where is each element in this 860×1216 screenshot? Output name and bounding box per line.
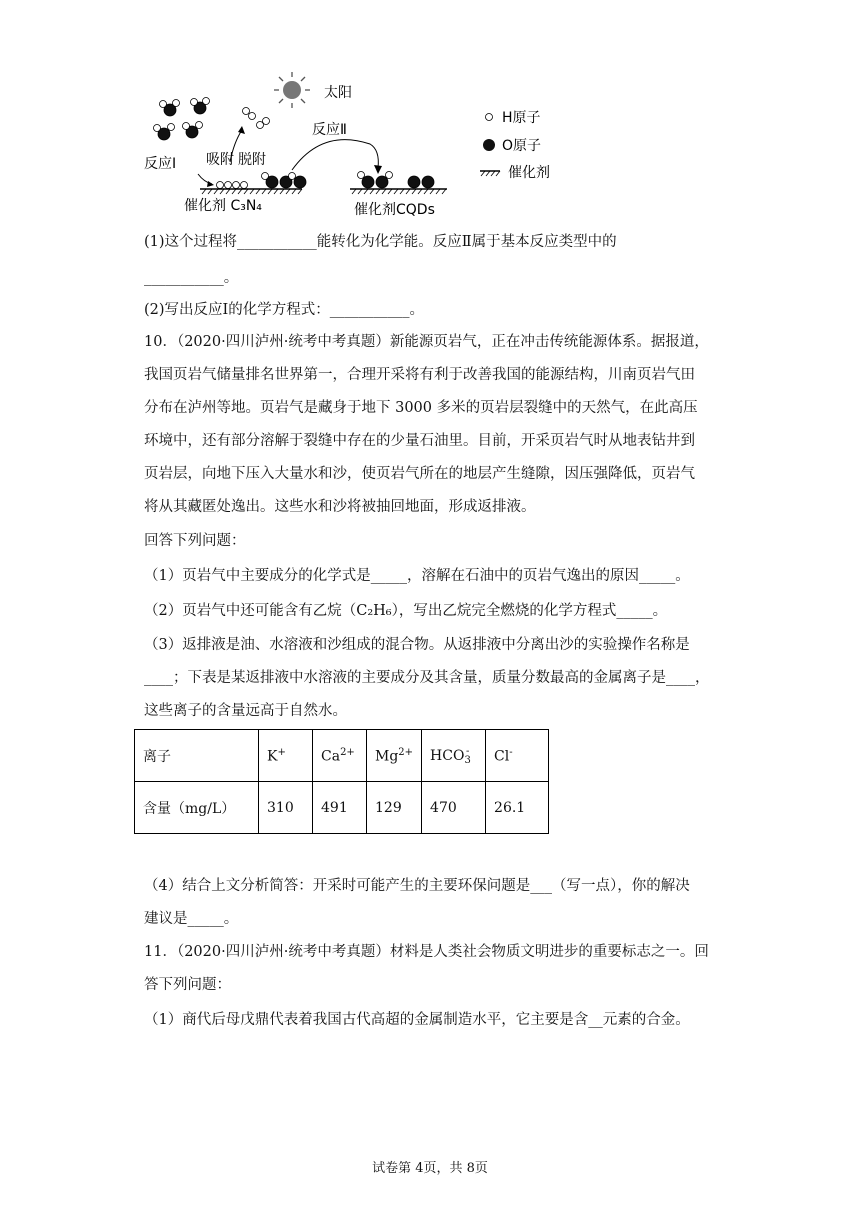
table-cell: HCO - 3 [422, 730, 486, 782]
table-cell: 129 [367, 782, 422, 834]
page-footer: 试卷第 4页，共 8页 [372, 1161, 488, 1176]
problem-10-line-4: 环境中，还有部分溶解于裂缝中存在的少量石油里。目前，开采页岩气时从地表钻井到 [144, 433, 695, 449]
legend-h-label: H原子 [502, 110, 541, 126]
catalyst-symbol-icon [480, 171, 500, 176]
subquestion-4-line-2: 建议是_____。 [144, 911, 239, 927]
question-2: (2)写出反应I的化学方程式：___________。 [144, 302, 425, 318]
problem-11-subquestion-1: （1）商代后母戊鼎代表着我国古代高超的金属制造水平，它主要是含__元素的合金。 [144, 1012, 690, 1028]
water-molecules-icon [154, 98, 210, 141]
problem-10-line-6: 将从其藏匿处逸出。这些水和沙将被抽回地面，形成返排液。 [144, 499, 536, 515]
h-atom-icon [486, 114, 493, 121]
reaction1-label: 反应Ⅰ [144, 156, 177, 172]
table-row [135, 730, 549, 782]
table-row-label: 含量（mg/L） [135, 782, 259, 834]
table-cell: Cl- [486, 730, 549, 782]
subquestion-3-line-3: 这些离子的含量远高于自然水。 [144, 703, 347, 719]
question-1-line-2: ___________。 [144, 270, 239, 286]
table-row [135, 782, 549, 834]
sun-label: 太阳 [324, 85, 352, 101]
table-cell: $Ca^{2+}$ [313, 730, 367, 782]
o-atom-icon [483, 139, 495, 151]
table-cell: 491 [313, 782, 367, 834]
desorb-label: 脱附 [238, 152, 266, 168]
table-cell: $Mg^{2+}$ [367, 730, 422, 782]
problem-11-line-2: 答下列问题： [144, 977, 231, 993]
problem-11-line-1: 11．（2020·四川泸州·统考中考真题）材料是人类社会物质文明进步的重要标志之一。回 [144, 944, 709, 960]
reaction2-label: 反应Ⅱ [312, 122, 347, 138]
problem-10-line-1: 10．（2020·四川泸州·统考中考真题）新能源页岩气，正在冲击传统能源体系。据报道， [144, 334, 709, 350]
adsorb-label: 吸附 [206, 152, 234, 168]
table-cell: 310 [259, 782, 313, 834]
table-row-label: 离子 [135, 730, 259, 782]
table-cell: 470 [422, 782, 486, 834]
question-1-line-1: (1)这个过程将___________能转化为化学能。反应Ⅱ属于基本反应类型中的 [144, 234, 617, 250]
subquestion-2: （2）页岩气中还可能含有乙烷（C₂H₆），写出乙烷完全燃烧的化学方程式_____。 [144, 603, 668, 619]
catalyst2-label: 催化剂CQDs [354, 202, 435, 218]
problem-10-line-2: 我国页岩气储量排名世界第一，合理开采将有利于改善我国的能源结构，川南页岩气田 [144, 367, 695, 383]
subquestion-4-line-1: （4）结合上文分析简答：开采时可能产生的主要环保问题是___（写一点），你的解决 [144, 878, 690, 894]
hydrogen-molecules-icon [243, 108, 270, 129]
reaction2-arrow-icon [292, 140, 378, 170]
ion-content-table [134, 729, 549, 834]
subquestion-1: （1）页岩气中主要成分的化学式是_____，溶解在石油中的页岩气逸出的原因_____。 [144, 568, 690, 584]
legend [480, 110, 550, 181]
legend-catalyst-label: 催化剂 [508, 165, 550, 181]
table-cell: K+ [259, 730, 313, 782]
reaction-diagram [142, 64, 582, 224]
catalyst-c3n4-surface-icon [200, 173, 306, 195]
problem-10-line-3: 分布在泸州等地。页岩气是藏身于地下 3000 多米的页岩层裂缝中的天然气，在此高压 [144, 400, 698, 416]
legend-o-label: O原子 [502, 138, 542, 154]
sun-icon [274, 72, 310, 108]
catalyst1-label: 催化剂 C₃N₄ [184, 198, 262, 214]
problem-10-line-5: 页岩层，向地下压入大量水和沙，使页岩气所在的地层产生缝隙，因压强降低，页岩气 [144, 466, 695, 482]
answer-prompt: 回答下列问题： [144, 533, 246, 549]
table-cell: 26.1 [486, 782, 549, 834]
subquestion-3-line-1: （3）返排液是油、水溶液和沙组成的混合物。从返排液中分离出沙的实验操作名称是 [144, 637, 690, 653]
subquestion-3-line-2: ____；下表是某返排液中水溶液的主要成分及其含量，质量分数最高的金属离子是____， [144, 670, 710, 686]
catalyst-cqds-surface-icon [350, 172, 447, 195]
